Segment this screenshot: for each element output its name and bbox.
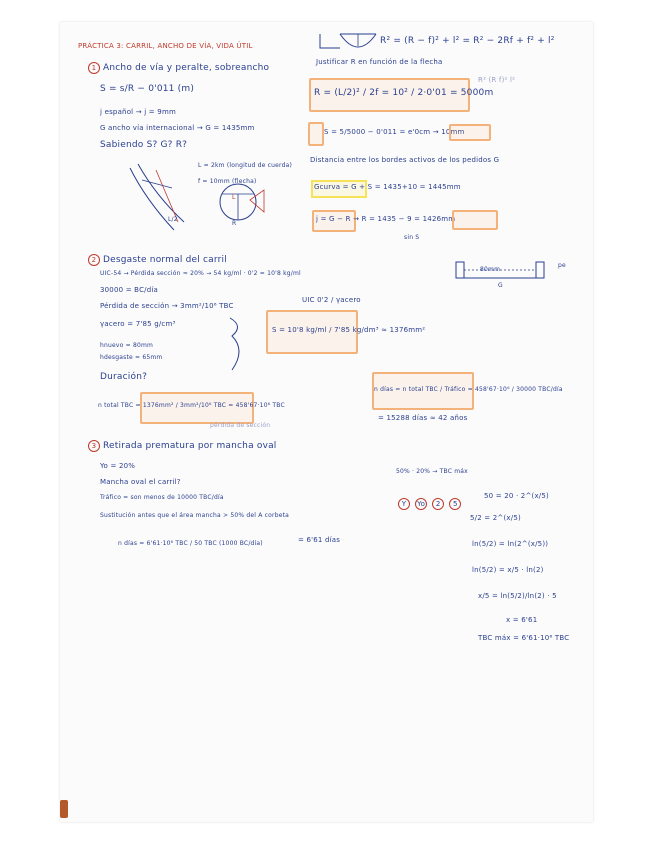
justify-text: Justificar R en función de la flecha (316, 58, 443, 66)
percent-note: 50% · 20% → TBC máx (396, 468, 468, 475)
section-2-number: 2 (88, 254, 100, 266)
diagram-label-l: L (232, 194, 236, 201)
n-dias-s3: n días = 6'61·10⁶ TBC / 50 TBC (1000 BC/día) (118, 540, 263, 547)
formula-s: S = s/R − 0'011 (m) (100, 84, 195, 94)
circle-2: 2 (432, 498, 444, 510)
tbc-per-day: 30000 = BC/día (100, 286, 158, 294)
substitution-note: Sustitución antes que el área mancha > 50% del A corbeta (100, 512, 290, 519)
s-formula: S = 5/5000 − 0'011 = e'0cm → 10mm (324, 128, 465, 136)
n-dias-result: = 15288 días ≈ 42 años (378, 414, 468, 422)
section-1-heading (88, 62, 269, 74)
uic-label: UIC 0'2 / γacero (302, 296, 361, 304)
section-1-number: 1 (88, 62, 100, 74)
distance-heading: Distancia entre los bordes activos de los pedidos G (310, 156, 500, 164)
n-dias-formula: n días = n total TBC / Tráfico = 458'67·10⁶ / 30000 TBC/día (374, 386, 563, 393)
traffic-note: Tráfico = son menos de 10000 TBC/día (100, 494, 224, 501)
rail-label-pe: pe (558, 262, 566, 269)
rail-label-80: 80mm (480, 266, 501, 273)
r-formula: R = (L/2)² / 2f = 10² / 2·0'01 = 5000m (314, 88, 494, 98)
area-formula: S = 10'8 kg/ml / 7'85 kg/dm³ ≈ 1376mm² (272, 326, 426, 334)
section-3-title: Retirada prematura por mancha oval (103, 441, 277, 451)
n-total-formula: n total TBC = 1376mm² / 3mm²/10⁶ TBC = 458'67·10⁶ TBC (98, 402, 285, 409)
diagram-label-l2: L/2 (168, 216, 178, 223)
f-definition: f = 10mm (flecha) (198, 178, 257, 185)
g-track: G ancho vía internacional → G = 1435mm (100, 124, 255, 132)
j-result-box (452, 210, 498, 230)
circle-y: Y (398, 498, 410, 510)
curve-diagram (126, 160, 266, 240)
practice-title: PRÁCTICA 3: CARRIL, ANCHO DE VÍA, VIDA ÚTIL (78, 42, 253, 50)
l-definition: L = 2km (longitud de cuerda) (198, 162, 293, 169)
x-equation-5: x/5 = ln(5/2)/ln(2) · 5 (478, 592, 557, 600)
s-final-box (449, 124, 491, 141)
rail-profile-sketch (226, 314, 258, 374)
s3-question: Mancha oval el carril? (100, 478, 181, 486)
section-2-title: Desgaste normal del carril (103, 255, 227, 265)
circle-5: 5 (449, 498, 461, 510)
x-equation-2: 5/2 = 2^(x/5) (470, 514, 521, 522)
diagram-label-r: R (232, 220, 237, 227)
circle-yo: Yo (417, 500, 426, 508)
n-dias-s3-result: = 6'61 días (298, 536, 341, 544)
s1-question: Sabiendo S? G? R? (100, 140, 188, 150)
tbc-max: TBC máx = 6'61·10⁶ TBC (478, 634, 570, 642)
steel-density: γacero = 7'85 g/cm³ (100, 320, 176, 328)
circle-arc-diagram (318, 30, 378, 58)
pale-equation: R² (R f)² l² (478, 76, 516, 84)
x-equation-6: x = 6'61 (506, 616, 538, 624)
page-edge-mark (60, 800, 68, 818)
circle-labels (398, 498, 464, 510)
rail-label-g: G (498, 282, 503, 289)
yo-value: Yo = 20% (100, 462, 136, 470)
uic-line: UIC-54 → Pérdida sección ≈ 20% → 54 kg/ml · 0'2 = 10'8 kg/ml (100, 270, 301, 277)
x-equation-3: ln(5/2) = ln(2^(x/5)) (472, 540, 549, 548)
x-equation-1: 50 = 20 · 2^(x/5) (484, 492, 549, 500)
s-formula-box (308, 122, 324, 146)
h-new: hnuevo = 80mm (100, 342, 154, 349)
section-3-number: 3 (88, 440, 100, 452)
sin-s-note: sin S (404, 234, 420, 241)
h-worn: hdesgaste = 65mm (100, 354, 163, 361)
top-right-equation: R² = (R − f)² + l² = R² − 2Rf + f² + l² (380, 36, 555, 46)
section-3-heading (88, 440, 277, 452)
duration-question: Duración? (100, 372, 148, 382)
section-2-heading (88, 254, 227, 266)
j-spain: j español → j = 9mm (100, 108, 176, 116)
x-equation-4: ln(5/2) = x/5 · ln(2) (472, 566, 544, 574)
j-formula: j = G − R → R = 1435 − 9 = 1426mm (316, 215, 456, 223)
section-1-title: Ancho de vía y peralte, sobreancho (103, 63, 270, 73)
section-loss-note: pérdida de sección (210, 422, 271, 429)
g-curve-formula: Gcurva = G + S = 1435+10 = 1445mm (314, 183, 461, 191)
section-loss: Pérdida de sección → 3mm²/10⁶ TBC (100, 302, 234, 310)
